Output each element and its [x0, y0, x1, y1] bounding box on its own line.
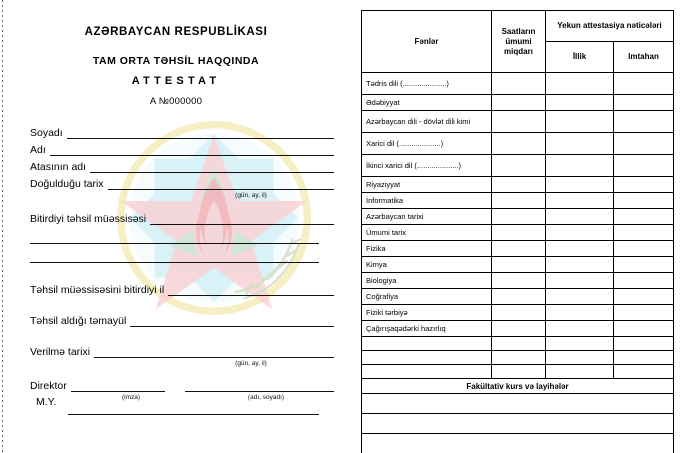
subject-name-cell: Xarici dil (....................): [362, 133, 492, 155]
elective-entry-cell[interactable]: [362, 434, 674, 453]
field-row-graduation-year: [0, 279, 352, 296]
grades-table: [361, 10, 674, 453]
table-row: [362, 95, 674, 111]
subject-name-cell: Biologiya: [362, 273, 492, 289]
hint-issue-date: (gün, ay, il): [235, 360, 267, 367]
subject-name-cell: Azərbaycan tarixi: [362, 209, 492, 225]
annual-grade-cell[interactable]: [546, 193, 614, 209]
subject-name-cell: Fizika: [362, 241, 492, 257]
hours-cell[interactable]: [492, 209, 546, 225]
label-issue-date: Verilmə tarixi: [30, 346, 91, 358]
header-row-top: [362, 11, 674, 42]
hours-cell[interactable]: [492, 351, 546, 365]
certificate-name-title: ATTESTAT: [131, 75, 221, 87]
annual-grade-cell[interactable]: [546, 177, 614, 193]
hours-cell[interactable]: [492, 257, 546, 273]
field-row-director: [0, 375, 352, 392]
subject-name-cell: İnformatika: [362, 193, 492, 209]
annual-grade-cell[interactable]: [546, 305, 614, 321]
elective-entry-cell[interactable]: [362, 394, 674, 414]
table-row: [362, 241, 674, 257]
subject-name-cell[interactable]: [362, 337, 492, 351]
hours-cell[interactable]: [492, 337, 546, 351]
hours-cell[interactable]: [492, 111, 546, 133]
field-row-surname: [0, 122, 352, 139]
subject-name-cell: Fiziki tərbiyə: [362, 305, 492, 321]
elective-row-empty: [362, 414, 674, 434]
table-row: [362, 225, 674, 241]
exam-grade-cell[interactable]: [614, 95, 674, 111]
label-firstname: Adı: [30, 144, 46, 156]
table-row: [362, 273, 674, 289]
annual-grade-cell[interactable]: [546, 95, 614, 111]
input-line-school-3[interactable]: [30, 261, 319, 263]
table-row: [362, 111, 674, 133]
annual-grade-cell[interactable]: [546, 225, 614, 241]
table-row-empty: [362, 351, 674, 365]
table-row: [362, 133, 674, 155]
exam-grade-cell[interactable]: [614, 225, 674, 241]
field-row-birthdate: [0, 173, 352, 190]
annual-grade-cell[interactable]: [546, 365, 614, 379]
table-row: [362, 305, 674, 321]
input-line-issue-date[interactable]: [94, 345, 334, 358]
subject-name-cell: Azərbaycan dili - dövlət dili kimi: [362, 111, 492, 133]
exam-grade-cell[interactable]: [614, 155, 674, 177]
annual-grade-cell[interactable]: [546, 337, 614, 351]
field-row-firstname: [0, 139, 352, 156]
subject-name-cell: İkinci xarici dil (....................): [362, 155, 492, 177]
hours-cell[interactable]: [492, 365, 546, 379]
annual-grade-cell[interactable]: [546, 321, 614, 337]
hint-director-name: (adı, soyadı): [247, 394, 285, 401]
input-line-director-extra[interactable]: [68, 413, 319, 415]
grades-table-body: [362, 73, 674, 453]
hours-cell[interactable]: [492, 95, 546, 111]
annual-grade-cell[interactable]: [546, 351, 614, 365]
input-line-school[interactable]: [150, 212, 334, 225]
field-row-issue-date: [0, 341, 352, 358]
label-patronymic: Atasının adı: [30, 161, 87, 173]
label-specialization: Təhsil aldığı təmayül: [30, 315, 127, 327]
hint-signature: (imza): [121, 394, 141, 401]
exam-grade-cell[interactable]: [614, 241, 674, 257]
label-birthdate: Doğulduğu tarix: [30, 178, 104, 190]
table-row: [362, 193, 674, 209]
elective-entry-cell[interactable]: [362, 414, 674, 434]
label-surname: Soyadı: [30, 127, 63, 139]
table-row: [362, 177, 674, 193]
section-title-elective-courses: Fakültativ kurs və layihələr: [362, 379, 674, 394]
input-line-birthdate[interactable]: [108, 177, 334, 190]
exam-grade-cell[interactable]: [614, 177, 674, 193]
hours-cell[interactable]: [492, 193, 546, 209]
table-row: [362, 73, 674, 95]
input-line-director-name[interactable]: [185, 379, 334, 392]
table-row-empty: [362, 365, 674, 379]
table-row: [362, 155, 674, 177]
exam-grade-cell[interactable]: [614, 73, 674, 95]
seal-place-label: M.Y.: [36, 396, 57, 408]
title-block: [0, 26, 352, 107]
hint-birthdate: (gün, ay, il): [235, 192, 267, 199]
label-school: Bitirdiyi təhsil müəssisəsi: [30, 213, 147, 225]
subject-name-cell: Çağırışaqədərki hazırlıq: [362, 321, 492, 337]
exam-grade-cell[interactable]: [614, 289, 674, 305]
hours-cell[interactable]: [492, 289, 546, 305]
annual-grade-cell[interactable]: [546, 73, 614, 95]
annual-grade-cell[interactable]: [546, 257, 614, 273]
hours-cell[interactable]: [492, 321, 546, 337]
subject-name-cell[interactable]: [362, 365, 492, 379]
header-total-hours: Saatların ümumi miqdarı: [492, 11, 546, 73]
input-line-school-2[interactable]: [30, 242, 319, 244]
table-row: [362, 289, 674, 305]
exam-grade-cell[interactable]: [614, 305, 674, 321]
hours-cell[interactable]: [492, 155, 546, 177]
annual-grade-cell[interactable]: [546, 111, 614, 133]
exam-grade-cell[interactable]: [614, 209, 674, 225]
annual-grade-cell[interactable]: [546, 209, 614, 225]
subject-name-cell: Ümumi tarix: [362, 225, 492, 241]
subject-name-cell: Riyaziyyat: [362, 177, 492, 193]
table-row-empty: [362, 337, 674, 351]
hours-cell[interactable]: [492, 133, 546, 155]
exam-grade-cell[interactable]: [614, 337, 674, 351]
elective-row-empty: [362, 434, 674, 453]
field-row-patronymic: [0, 156, 352, 173]
subject-name-cell: Tədris dili (.....................): [362, 73, 492, 95]
header-annual: İllik: [546, 42, 614, 73]
subject-name-cell: Ədəbiyyat: [362, 95, 492, 111]
exam-grade-cell[interactable]: [614, 365, 674, 379]
field-row-specialization: [0, 310, 352, 327]
table-row: [362, 257, 674, 273]
hours-cell[interactable]: [492, 225, 546, 241]
hours-cell[interactable]: [492, 273, 546, 289]
input-line-patronymic[interactable]: [90, 160, 334, 173]
exam-grade-cell[interactable]: [614, 111, 674, 133]
input-line-surname[interactable]: [67, 126, 334, 139]
fields-area: [0, 122, 352, 415]
exam-grade-cell[interactable]: [614, 193, 674, 209]
table-row: [362, 321, 674, 337]
hours-cell[interactable]: [492, 73, 546, 95]
exam-grade-cell[interactable]: [614, 351, 674, 365]
header-attestation-results: Yekun attestasiya nəticələri: [546, 11, 674, 42]
subject-name-cell: Coğrafiya: [362, 289, 492, 305]
section-header-row: [362, 379, 674, 394]
annual-grade-cell[interactable]: [546, 273, 614, 289]
serial-number: A №000000: [149, 96, 203, 107]
elective-row-empty: [362, 394, 674, 414]
annual-grade-cell[interactable]: [546, 133, 614, 155]
exam-grade-cell[interactable]: [614, 257, 674, 273]
table-row: [362, 209, 674, 225]
annual-grade-cell[interactable]: [546, 289, 614, 305]
exam-grade-cell[interactable]: [614, 133, 674, 155]
annual-grade-cell[interactable]: [546, 241, 614, 257]
input-line-graduation-year[interactable]: [168, 283, 334, 296]
hours-cell[interactable]: [492, 241, 546, 257]
input-line-director-signature[interactable]: [71, 379, 165, 392]
field-row-school: [0, 208, 352, 225]
grades-table-head: [362, 11, 674, 73]
exam-grade-cell[interactable]: [614, 273, 674, 289]
certificate-kind-title: TAM ORTA TƏHSİL HAQQINDA: [92, 55, 260, 67]
exam-grade-cell[interactable]: [614, 321, 674, 337]
input-line-specialization[interactable]: [130, 314, 334, 327]
hours-cell[interactable]: [492, 305, 546, 321]
header-exam: Imtahan: [614, 42, 674, 73]
label-director: Direktor: [30, 380, 67, 392]
input-line-firstname[interactable]: [50, 143, 334, 156]
country-title: AZƏRBAYCAN RESPUBLİKASI: [84, 26, 268, 38]
subject-name-cell[interactable]: [362, 351, 492, 365]
annual-grade-cell[interactable]: [546, 155, 614, 177]
header-subjects: Fənlər: [362, 11, 492, 73]
subject-name-cell: Kimya: [362, 257, 492, 273]
label-graduation-year: Təhsil müəssisəsini bitirdiyi il: [30, 284, 165, 296]
hours-cell[interactable]: [492, 177, 546, 193]
